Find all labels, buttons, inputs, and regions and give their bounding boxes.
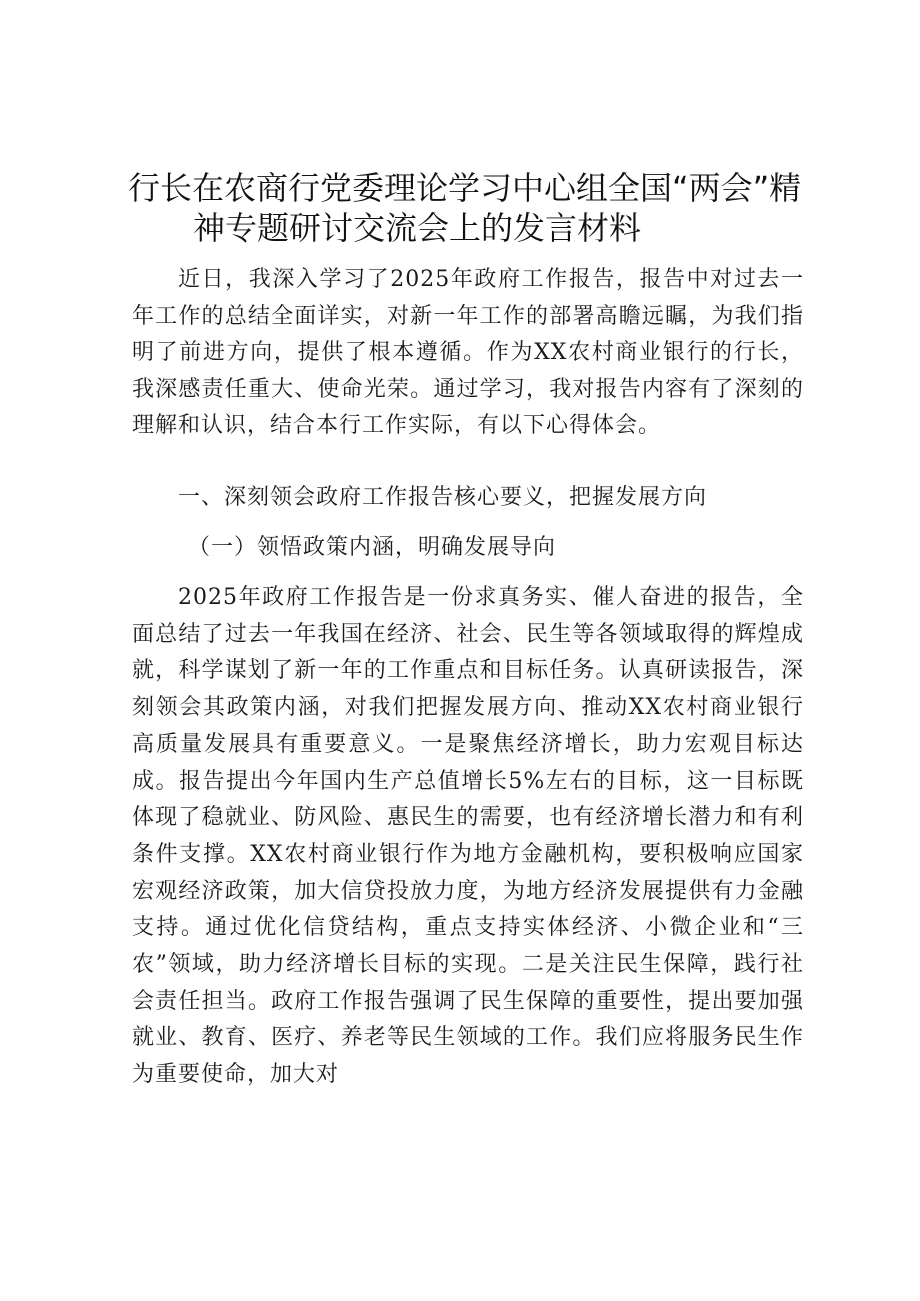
section-heading-1: 一、深刻领会政府工作报告核心要义，把握发展方向 <box>178 485 708 510</box>
intro-paragraph: 近日，我深入学习了2025年政府工作报告，报告中对过去一年工作的总结全面详实，对新一年工作的部署高瞻远瞩，为我们指明了前进方向，提供了根本遵循。作为XX农村商业银行的行长，我深感责任重大、使命光荣。通过学习，我对报告内容有了深刻的理解和认识，结合本行工作实际，有以下心得体会。 <box>132 267 804 438</box>
subsection-heading-1: （一）领悟政策内涵，明确发展导向 <box>188 535 557 560</box>
title-line-1: 行长在农商行党委理论学习中心组全国“两会”精 <box>128 169 802 207</box>
title-line-2: 神专题研讨交流会上的发言材料 <box>193 209 642 247</box>
body-paragraph: 2025年政府工作报告是一份求真务实、催人奋进的报告，全面总结了过去一年我国在经济、社会、民生等各领域取得的辉煌成就，科学谋划了新一年的工作重点和目标任务。认真研读报告，深刻领会其政策内涵，对我们把握发展方向、推动XX农村商业银行高质量发展具有重要意义。一是聚焦经济增长，助力宏观目标达成。报告提出今年国内生产总值增长5%左右的目标，这一目标既体现了稳就业、防风险、惠民生的需要，也有经济增长潜力和有利条件支撑。XX农村商业银行作为地方金融机构，要积极响应国家宏观经济政策，加大信贷投放力度，为地方经济发展提供有力金融支持。通过优化信贷结构，重点支持实体经济、小微企业和“三农”领域，助力经济增长目标的实现。二是关注民生保障，践行社会责任担当。政府工作报告强调了民生保障的重要性，提出要加强就业、教育、医疗、养老等民生领域的工作。我们应将服务民生作为重要使命，加大对 <box>132 585 804 1088</box>
document-title <box>128 168 808 248</box>
